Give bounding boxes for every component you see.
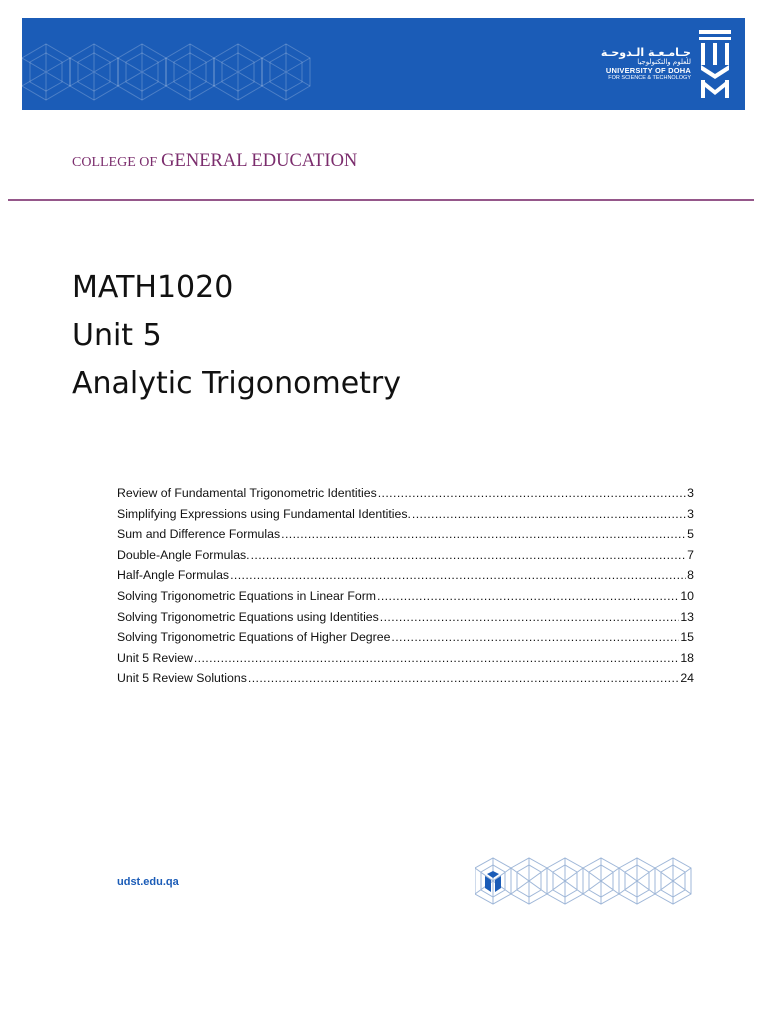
toc-leader-dots [391, 630, 679, 644]
college-name: GENERAL EDUCATION [161, 151, 358, 171]
footer-pattern-icon [475, 852, 695, 914]
toc-leader-dots [194, 651, 679, 665]
university-logo [601, 28, 731, 100]
toc-leader-dots [248, 671, 679, 685]
document-titles [72, 264, 401, 408]
toc-entry-title: Solving Trigonometric Equations in Linear Form [117, 588, 377, 603]
university-name-arabic: جـامـعـة الـدوحـة [600, 45, 691, 59]
toc-leader-dots [380, 610, 680, 624]
toc-entry-page: 3 [687, 506, 694, 521]
toc-entry-page: 18 [680, 650, 694, 665]
unit-number: Unit 5 [72, 318, 162, 353]
toc-entry[interactable] [117, 671, 694, 692]
college-heading [72, 151, 357, 172]
toc-leader-dots [281, 527, 686, 541]
university-emblem-icon [699, 30, 731, 98]
toc-entry-title: Double-Angle Formulas. [117, 547, 250, 562]
toc-entry-title: Sum and Difference Formulas [117, 527, 281, 542]
course-code: MATH1020 [72, 270, 234, 305]
divider-line [8, 199, 754, 201]
toc-entry-title: Half-Angle Formulas [117, 568, 230, 583]
toc-entry[interactable] [117, 486, 694, 507]
university-name-english: UNIVERSITY OF DOHA [605, 65, 691, 75]
toc-leader-dots [378, 486, 686, 500]
toc-entry[interactable] [117, 610, 694, 631]
table-of-contents [117, 486, 694, 692]
toc-entry-title: Unit 5 Review [117, 650, 193, 665]
toc-entry-title: Review of Fundamental Trigonometric Identities [117, 486, 377, 500]
toc-leader-dots [230, 568, 686, 582]
toc-entry-page: 24 [680, 671, 694, 686]
toc-entry[interactable] [117, 630, 694, 651]
university-subtitle-english: FOR SCIENCE & TECHNOLOGY [608, 74, 691, 81]
toc-leader-dots [377, 589, 679, 603]
toc-entry[interactable] [117, 527, 694, 548]
college-prefix: COLLEGE OF [72, 155, 158, 170]
toc-entry-title: Solving Trigonometric Equations of Higher Degree [117, 630, 391, 645]
toc-entry-page: 13 [680, 609, 694, 624]
toc-entry-title: Simplifying Expressions using Fundamental Identities. [117, 506, 411, 521]
toc-entry-title: Solving Trigonometric Equations using Identities [117, 609, 379, 624]
toc-leader-dots [251, 548, 687, 562]
toc-entry-title: Unit 5 Review Solutions [117, 671, 247, 686]
header-banner [22, 18, 745, 110]
toc-entry-page: 10 [680, 588, 694, 603]
toc-entry[interactable] [117, 507, 694, 528]
toc-entry-page: 3 [687, 486, 694, 500]
toc-entry[interactable] [117, 548, 694, 569]
toc-entry[interactable] [117, 568, 694, 589]
toc-entry-page: 15 [680, 630, 694, 645]
unit-topic: Analytic Trigonometry [72, 366, 402, 401]
toc-leader-dots [412, 507, 686, 521]
toc-entry-page: 8 [687, 568, 694, 583]
toc-entry-page: 7 [687, 547, 694, 562]
toc-entry[interactable] [117, 589, 694, 610]
university-subtitle-arabic: للعلوم والتكنولوجيا [637, 58, 691, 67]
footer-website-link[interactable]: udst.edu.qa [117, 876, 179, 888]
toc-entry[interactable] [117, 651, 694, 672]
toc-entry-page: 5 [687, 527, 694, 542]
geometric-pattern-icon [22, 18, 312, 110]
